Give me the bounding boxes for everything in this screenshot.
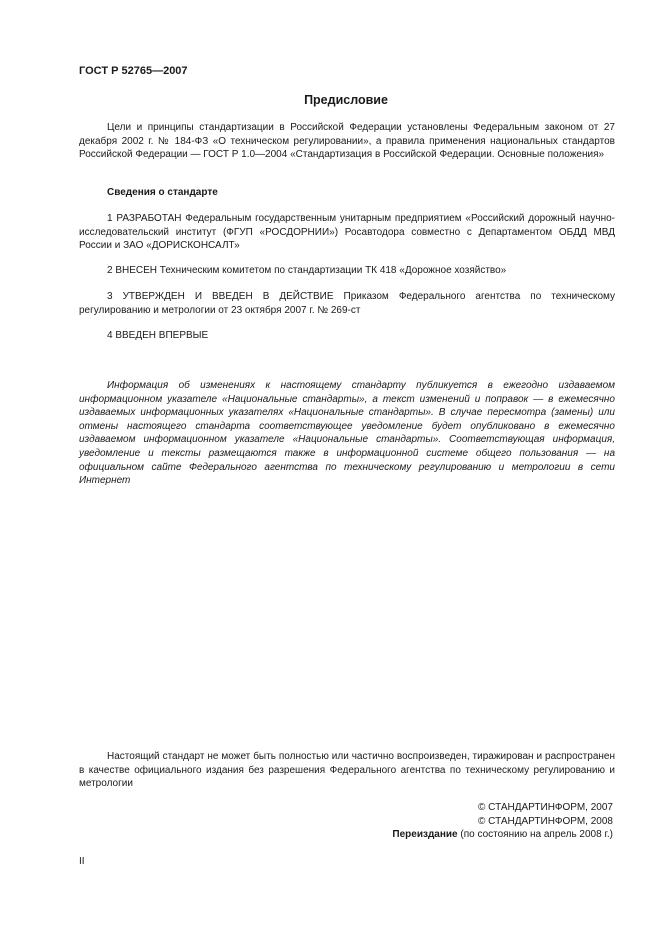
copyright-notice-text: Настоящий стандарт не может быть полностью или частично воспроизведен, тиражирован и распространен в качестве официального издания без разрешения Федерального агентства по техническому регулированию и метрологии <box>79 751 615 790</box>
copyright-line-2008: © СТАНДАРТИНФОРМ, 2008 <box>478 815 613 827</box>
info-item-text: 4 ВВЕДЕН ВПЕРВЫЕ <box>107 330 209 341</box>
standard-code-header: ГОСТ Р 52765—2007 <box>79 65 188 77</box>
copyright-line-2007: © СТАНДАРТИНФОРМ, 2007 <box>478 802 613 813</box>
info-item-1 <box>79 212 615 253</box>
info-heading-text: Сведения о стандарте <box>107 187 218 198</box>
update-notice-paragraph <box>79 379 615 488</box>
intro-text: Цели и принципы стандартизации в Российской Федерации установлены Федеральным законом от 27 декабря 2002 г. № 184-ФЗ «О техническом регулировании», а правила применения национальных стандартов Российской Федерации — ГОСТ Р 1.0—2004 «Стандартизация в Российской Федерации. Основные положения» <box>79 122 615 161</box>
info-item-text: 2 ВНЕСЕН Техническим комитетом по стандартизации ТК 418 «Дорожное хозяйство» <box>107 265 507 276</box>
reissue-line <box>330 828 613 842</box>
info-item-3 <box>79 290 615 317</box>
reissue-note: (по состоянию на апрель 2008 г.) <box>457 829 613 841</box>
reissue-label: Переиздание <box>392 829 458 841</box>
info-section-heading <box>79 186 615 200</box>
copyright-notice-paragraph <box>79 750 615 791</box>
copyright-block <box>330 801 613 842</box>
info-item-4 <box>79 329 615 343</box>
info-item-text: 1 РАЗРАБОТАН Федеральным государственным унитарным предприятием «Российский дорожный научно-исследовательский институт (ФГУП «РОСДОРНИИ») Росавтодора совместно с Департаментом ОБДД МВД России и ЗАО «ДОРИСКОНСАЛТ» <box>79 213 615 252</box>
page-number: II <box>79 856 85 867</box>
intro-paragraph <box>79 121 615 162</box>
page-title: Предисловие <box>304 93 388 107</box>
update-notice-text: Информация об изменениях к настоящему стандарту публикуется в ежегодно издаваемом информационном указателе «Национальные стандарты», а текст изменений и поправок — в ежемесячно издаваемых информационных указателях «Национальные стандарты». В случае пересмотра (замены) или отмены настоящего стандарта соответствующее уведомление будет опубликовано в ежемесячно издаваемом информационном указателе «Национальные стандарты». Соответствующая информация, уведомление и тексты размещаются также в информационной системе общего пользования — на официальном сайте Федерального агентства по техническому регулированию и метрологии в сети Интернет <box>79 380 615 487</box>
info-item-2 <box>79 264 615 278</box>
info-item-text: 3 УТВЕРЖДЕН И ВВЕДЕН В ДЕЙСТВИЕ Приказом Федерального агентства по техническому регулированию и метрологии от 23 октября 2007 г. № 269-ст <box>79 291 615 316</box>
